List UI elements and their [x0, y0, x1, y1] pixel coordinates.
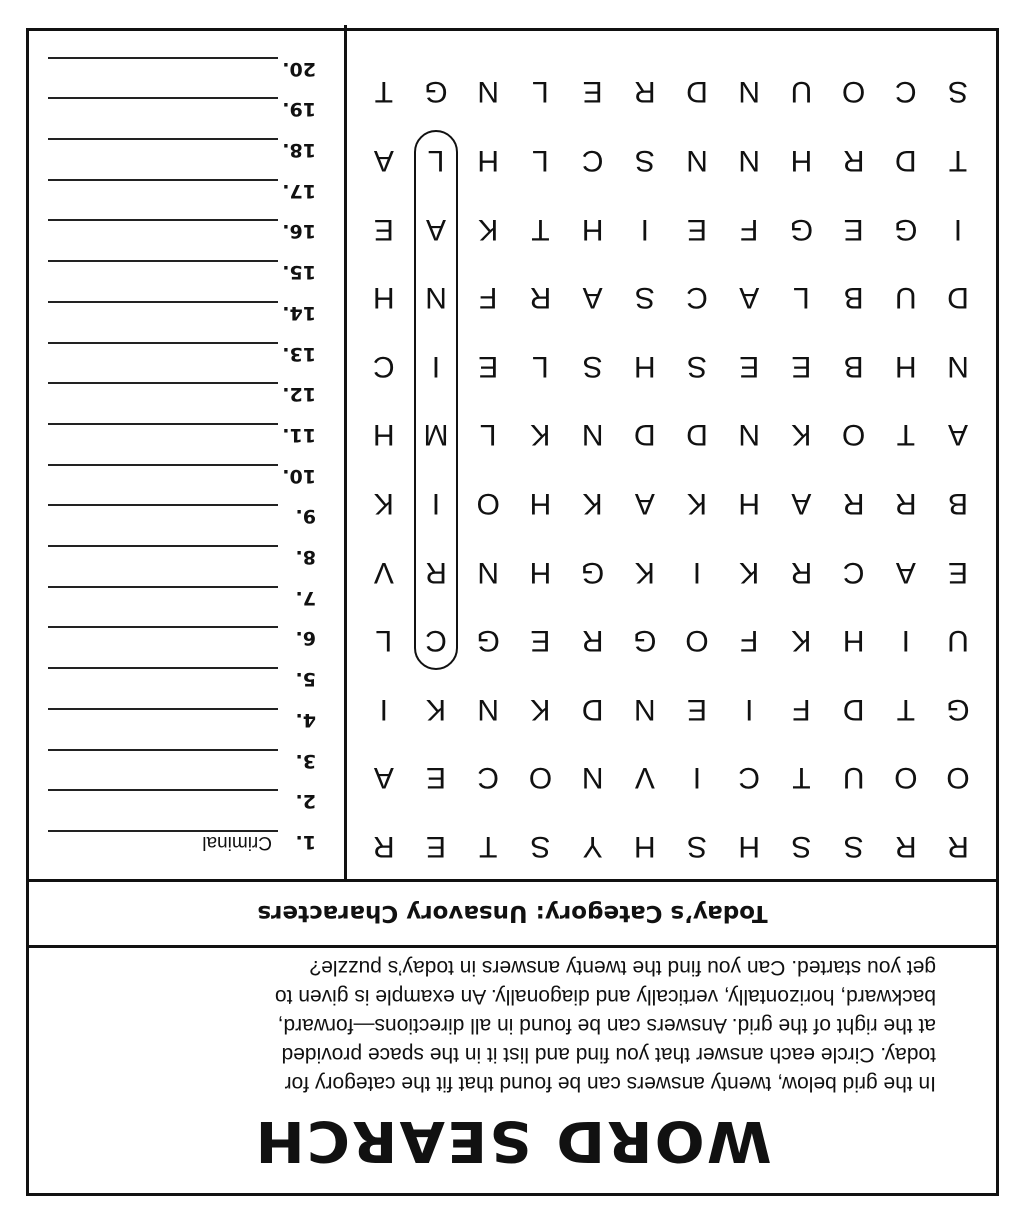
grid-letter[interactable]: R	[842, 487, 865, 520]
grid-letter[interactable]: C	[894, 75, 917, 109]
grid-letter[interactable]: K	[739, 555, 760, 589]
answer-line[interactable]	[48, 57, 278, 59]
answer-slot	[26, 382, 344, 406]
grid-letter[interactable]: B	[948, 487, 969, 520]
grid-letter[interactable]: C	[425, 624, 447, 658]
grid-letter[interactable]: R	[529, 281, 552, 315]
answer-line[interactable]	[48, 423, 278, 425]
grid-letter[interactable]: G	[894, 212, 918, 246]
grid-letter[interactable]: S	[634, 281, 655, 315]
grid-letter[interactable]: K	[373, 487, 394, 520]
answer-line[interactable]	[48, 97, 278, 99]
answer-number: 13.	[282, 342, 316, 365]
grid-letter[interactable]: K	[530, 418, 551, 452]
answer-number: 12.	[282, 383, 316, 406]
grid-letter[interactable]: U	[894, 281, 917, 315]
category-label: Today’s Category: Unsavory Characters	[257, 900, 768, 926]
grid-letter[interactable]: F	[792, 692, 811, 726]
grid-letter[interactable]: N	[738, 144, 761, 177]
answer-number: 18.	[282, 139, 316, 162]
grid-letter[interactable]: R	[894, 830, 917, 863]
grid-letter[interactable]: O	[841, 75, 866, 109]
answer-number: 10.	[282, 464, 316, 487]
grid-letter[interactable]: N	[633, 692, 656, 726]
grid-letter[interactable]: O	[841, 418, 866, 452]
grid-letter[interactable]: F	[740, 624, 759, 658]
divider	[344, 25, 347, 879]
answer-number: 11.	[282, 424, 316, 446]
grid-letter[interactable]: A	[948, 418, 969, 452]
answer-slot	[26, 667, 344, 691]
grid-letter[interactable]: U	[842, 761, 865, 795]
answer-line[interactable]	[48, 504, 278, 506]
grid-letter[interactable]: I	[692, 761, 702, 795]
answer-number: 9.	[295, 505, 316, 528]
grid-letter[interactable]: N	[477, 692, 500, 726]
grid-letter[interactable]: A	[791, 487, 812, 520]
answer-slot	[26, 342, 344, 366]
grid-letter[interactable]: U	[790, 75, 813, 109]
grid-letter[interactable]: G	[580, 555, 605, 589]
answer-number: 4.	[295, 708, 316, 731]
grid-letter[interactable]: C	[372, 349, 395, 383]
letter-grid	[347, 25, 996, 879]
answer-line[interactable]	[48, 260, 278, 262]
grid-letter[interactable]: S	[843, 830, 864, 863]
grid-letter[interactable]: G	[633, 624, 657, 658]
grid-letter[interactable]: E	[739, 349, 760, 383]
grid-letter[interactable]: N	[477, 555, 500, 589]
grid-letter[interactable]: D	[947, 281, 969, 315]
grid-letter[interactable]: D	[633, 418, 656, 452]
grid-letter[interactable]: O	[894, 761, 918, 795]
grid-letter[interactable]: T	[948, 144, 968, 177]
example-answer-text: Criminal	[202, 832, 272, 853]
grid-letter[interactable]: K	[478, 212, 499, 246]
grid-letter[interactable]: L	[793, 281, 810, 315]
grid-letter[interactable]: L	[427, 144, 445, 177]
grid-letter[interactable]: I	[901, 624, 910, 658]
grid-letter[interactable]: T	[792, 761, 811, 795]
grid-letter[interactable]: O	[946, 761, 970, 795]
grid-letter[interactable]: R	[894, 487, 917, 520]
grid-letter[interactable]: A	[426, 212, 447, 246]
grid-letter[interactable]: K	[582, 487, 603, 520]
grid-letter[interactable]: E	[478, 349, 499, 383]
answer-line[interactable]	[48, 708, 278, 710]
divider	[29, 879, 996, 882]
grid-letter[interactable]: T	[374, 75, 393, 109]
grid-letter[interactable]: I	[640, 212, 649, 246]
grid-letter[interactable]: N	[477, 75, 500, 109]
puzzle-frame	[26, 28, 999, 1196]
grid-letter[interactable]: E	[530, 624, 551, 658]
grid-letter[interactable]: G	[946, 692, 970, 726]
grid-letter[interactable]: I	[692, 555, 702, 589]
grid-letter[interactable]: B	[843, 349, 864, 383]
grid-letter[interactable]: K	[634, 555, 655, 589]
grid-letter[interactable]: N	[581, 418, 604, 452]
instructions-line: today. Circle each answer that you find and list it in the space provided	[281, 1043, 936, 1066]
grid-letter[interactable]: H	[633, 349, 656, 383]
answer-slot	[26, 464, 344, 488]
puzzle-title: WORD SEARCH	[253, 1108, 772, 1173]
grid-letter[interactable]: K	[687, 487, 708, 520]
grid-letter[interactable]: V	[634, 761, 655, 795]
answer-number: 5.	[295, 668, 316, 691]
grid-letter[interactable]: C	[686, 281, 708, 315]
grid-letter[interactable]: H	[372, 281, 395, 315]
grid-letter[interactable]: E	[687, 212, 708, 246]
grid-letter[interactable]: E	[843, 212, 864, 246]
grid-letter[interactable]: C	[738, 761, 761, 795]
grid-letter[interactable]: T	[896, 692, 915, 726]
grid-letter[interactable]: C	[581, 144, 604, 177]
answer-line[interactable]	[48, 627, 278, 629]
grid-letter[interactable]: H	[894, 349, 917, 383]
grid-letter[interactable]: R	[947, 830, 969, 863]
grid-letter[interactable]: H	[529, 487, 552, 520]
divider	[29, 945, 996, 948]
answer-line[interactable]	[48, 749, 278, 751]
grid-letter[interactable]: H	[842, 624, 865, 658]
grid-letter[interactable]: E	[373, 212, 394, 246]
grid-letter[interactable]: D	[894, 144, 917, 177]
grid-letter[interactable]: R	[425, 555, 447, 589]
grid-letter[interactable]: S	[687, 830, 708, 863]
grid-letter[interactable]: L	[375, 624, 393, 658]
answer-slot	[26, 545, 344, 569]
grid-letter[interactable]: G	[476, 624, 500, 658]
grid-letter[interactable]: O	[528, 761, 553, 795]
grid-letter[interactable]: R	[633, 75, 656, 109]
grid-letter[interactable]: G	[789, 212, 814, 246]
answer-slot	[26, 708, 344, 732]
grid-letter[interactable]: N	[686, 144, 708, 177]
grid-letter[interactable]: D	[842, 692, 865, 726]
grid-letter[interactable]: I	[431, 487, 441, 520]
answer-line[interactable]	[48, 220, 278, 222]
answer-slot	[26, 504, 344, 528]
grid-letter[interactable]: V	[373, 555, 394, 589]
grid-letter[interactable]: H	[529, 555, 552, 589]
answer-line[interactable]	[48, 789, 278, 791]
answer-number: 7.	[295, 586, 316, 609]
instructions	[76, 953, 936, 1098]
answer-number: 15.	[282, 261, 316, 284]
answer-slot	[26, 138, 344, 162]
answer-number: 3.	[295, 749, 316, 772]
grid-letter[interactable]: E	[426, 830, 447, 863]
instructions-line: In the grid below, twenty answers can be found that fit the category for	[284, 1072, 936, 1095]
answer-slot	[26, 179, 344, 203]
example-answer-oval	[414, 130, 458, 670]
grid-letter[interactable]: H	[477, 144, 500, 177]
answer-slot	[26, 586, 344, 610]
answer-slot	[26, 789, 344, 813]
answer-number: 16.	[282, 220, 316, 243]
grid-letter[interactable]: F	[740, 212, 759, 246]
instructions-line: at the right of the grid. Answers can be found in all directions—forward,	[277, 1014, 936, 1037]
grid-letter[interactable]: L	[532, 349, 549, 383]
grid-letter[interactable]: R	[372, 830, 395, 863]
answer-slot	[26, 301, 344, 325]
answer-line[interactable]	[48, 545, 278, 547]
grid-letter[interactable]: Y	[582, 830, 603, 863]
grid-letter[interactable]: K	[791, 418, 812, 452]
answer-slot	[26, 220, 344, 244]
grid-letter[interactable]: E	[426, 761, 447, 795]
answer-line[interactable]	[48, 382, 278, 384]
grid-letter[interactable]: O	[685, 624, 709, 658]
answer-number: 14.	[282, 301, 316, 324]
grid-letter[interactable]: N	[581, 761, 604, 795]
grid-letter[interactable]: D	[686, 75, 708, 109]
grid-letter[interactable]: K	[530, 692, 551, 726]
grid-letter[interactable]: C	[842, 555, 865, 589]
grid-letter[interactable]: H	[372, 418, 395, 452]
grid-letter[interactable]: E	[582, 75, 603, 109]
grid-letter[interactable]: F	[479, 281, 498, 315]
grid-letter[interactable]: K	[426, 692, 447, 726]
grid-letter[interactable]: S	[530, 830, 551, 863]
grid-letter[interactable]: S	[687, 349, 708, 383]
grid-letter[interactable]: M	[423, 418, 449, 452]
answer-slot	[26, 423, 344, 447]
instructions-line: get you started. Can you find the twenty answers in today’s puzzle?	[309, 956, 936, 979]
grid-letter[interactable]: N	[738, 75, 761, 109]
grid-letter[interactable]: S	[791, 830, 812, 863]
answer-line[interactable]	[48, 464, 278, 466]
grid-letter[interactable]: N	[947, 349, 969, 383]
grid-letter[interactable]: I	[745, 692, 754, 726]
grid-letter[interactable]: T	[531, 212, 550, 246]
grid-letter[interactable]: S	[582, 349, 603, 383]
answer-number: 17.	[282, 179, 316, 202]
answer-line[interactable]	[48, 667, 278, 669]
answer-slot	[26, 97, 344, 121]
grid-letter[interactable]: H	[790, 144, 813, 177]
answer-slot	[26, 830, 344, 854]
grid-letter[interactable]: D	[686, 418, 708, 452]
answer-line[interactable]	[48, 301, 278, 303]
grid-letter[interactable]: T	[479, 830, 498, 863]
grid-letter[interactable]: N	[738, 418, 761, 452]
answer-slot	[26, 749, 344, 773]
answer-slot	[26, 57, 344, 81]
grid-letter[interactable]: E	[948, 555, 969, 589]
grid-letter[interactable]: I	[953, 212, 963, 246]
grid-letter[interactable]: A	[895, 555, 916, 589]
answer-line[interactable]	[48, 179, 278, 181]
answer-number: 19.	[282, 98, 316, 121]
answer-number: 1.	[295, 831, 316, 853]
answer-line[interactable]	[48, 138, 278, 140]
instructions-line: backward, horizontally, vertically and diagonally. An example is given to	[274, 985, 936, 1008]
grid-letter[interactable]: H	[633, 830, 656, 863]
grid-letter[interactable]: R	[842, 144, 865, 177]
grid-letter[interactable]: K	[791, 624, 812, 658]
answer-line[interactable]	[48, 342, 278, 344]
answer-number: 2.	[295, 790, 316, 813]
grid-letter[interactable]: H	[738, 830, 761, 863]
grid-letter[interactable]: I	[431, 349, 441, 383]
grid-letter[interactable]: R	[790, 555, 813, 589]
grid-letter[interactable]: T	[896, 418, 915, 452]
answer-list	[26, 25, 344, 879]
grid-letter[interactable]: C	[477, 761, 500, 795]
grid-letter[interactable]: A	[582, 281, 603, 315]
grid-letter[interactable]: O	[476, 487, 500, 520]
grid-letter[interactable]: L	[532, 144, 549, 177]
grid-letter[interactable]: B	[843, 281, 864, 315]
grid-letter[interactable]: H	[581, 212, 604, 246]
grid-letter[interactable]: D	[581, 692, 604, 726]
grid-letter[interactable]: S	[634, 144, 655, 177]
answer-slot	[26, 627, 344, 651]
answer-number: 8.	[295, 546, 316, 569]
grid-letter[interactable]: I	[379, 692, 388, 726]
grid-letter[interactable]: H	[738, 487, 761, 520]
grid-letter[interactable]: A	[373, 761, 394, 795]
answer-number: 20.	[282, 57, 316, 80]
grid-letter[interactable]: A	[739, 281, 760, 315]
grid-letter[interactable]: R	[581, 624, 604, 658]
grid-letter[interactable]: E	[687, 692, 708, 726]
grid-letter[interactable]: A	[634, 487, 655, 520]
grid-letter[interactable]: L	[532, 75, 549, 109]
grid-letter[interactable]: G	[424, 75, 448, 109]
grid-letter[interactable]: S	[948, 75, 969, 109]
grid-letter[interactable]: A	[373, 144, 394, 177]
answer-slot	[26, 260, 344, 284]
grid-letter[interactable]: L	[479, 418, 497, 452]
answer-number: 6.	[295, 627, 316, 650]
grid-letter[interactable]: U	[947, 624, 969, 658]
grid-letter[interactable]: N	[425, 281, 447, 315]
answer-line[interactable]	[48, 586, 278, 588]
grid-letter[interactable]: E	[791, 349, 812, 383]
